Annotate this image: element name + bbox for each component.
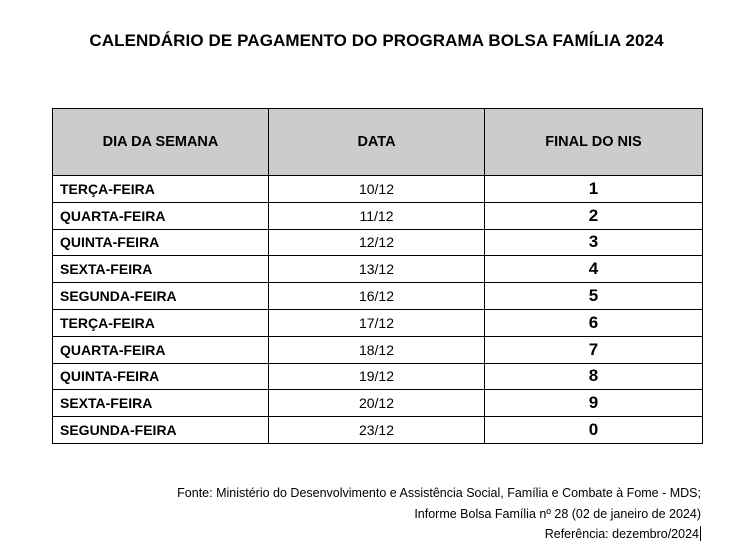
payment-calendar-table (52, 108, 703, 444)
day-cell: TERÇA-FEIRA (53, 309, 269, 336)
nis-cell: 0 (485, 417, 703, 444)
nis-cell: 9 (485, 390, 703, 417)
nis-cell: 1 (485, 176, 703, 203)
nis-cell: 8 (485, 363, 703, 390)
nis-cell: 7 (485, 336, 703, 363)
day-cell: QUINTA-FEIRA (53, 363, 269, 390)
table-row (53, 229, 703, 256)
source-footer (177, 483, 701, 545)
column-header-nis: FINAL DO NIS (485, 109, 703, 176)
date-cell: 13/12 (269, 256, 485, 283)
table-row (53, 202, 703, 229)
table-row (53, 256, 703, 283)
table-row (53, 390, 703, 417)
date-cell: 11/12 (269, 202, 485, 229)
date-cell: 10/12 (269, 176, 485, 203)
date-cell: 17/12 (269, 309, 485, 336)
day-cell: SEGUNDA-FEIRA (53, 283, 269, 310)
footer-report-line: Informe Bolsa Família nº 28 (02 de janeiro de 2024) (414, 506, 701, 521)
column-header-date: DATA (269, 109, 485, 176)
text-cursor (700, 526, 701, 541)
day-cell: QUARTA-FEIRA (53, 202, 269, 229)
nis-cell: 2 (485, 202, 703, 229)
date-cell: 18/12 (269, 336, 485, 363)
table-header-row (53, 109, 703, 176)
day-cell: TERÇA-FEIRA (53, 176, 269, 203)
table-row (53, 176, 703, 203)
day-cell: QUARTA-FEIRA (53, 336, 269, 363)
date-cell: 23/12 (269, 417, 485, 444)
day-cell: SEXTA-FEIRA (53, 256, 269, 283)
nis-cell: 6 (485, 309, 703, 336)
date-cell: 20/12 (269, 390, 485, 417)
day-cell: SEXTA-FEIRA (53, 390, 269, 417)
nis-cell: 3 (485, 229, 703, 256)
date-cell: 19/12 (269, 363, 485, 390)
footer-reference-line (177, 524, 701, 545)
column-header-day: DIA DA SEMANA (53, 109, 269, 176)
table-row (53, 363, 703, 390)
footer-source-line: Fonte: Ministério do Desenvolvimento e Assistência Social, Família e Combate à Fome - MDS; (177, 486, 701, 500)
table-row (53, 336, 703, 363)
date-cell: 16/12 (269, 283, 485, 310)
footer-reference-text: Referência: dezembro/2024 (544, 527, 699, 541)
table-row (53, 309, 703, 336)
table-row (53, 283, 703, 310)
day-cell: QUINTA-FEIRA (53, 229, 269, 256)
page-title: CALENDÁRIO DE PAGAMENTO DO PROGRAMA BOLSA FAMÍLIA 2024 (89, 31, 664, 50)
nis-cell: 5 (485, 283, 703, 310)
day-cell: SEGUNDA-FEIRA (53, 417, 269, 444)
table-row (53, 417, 703, 444)
date-cell: 12/12 (269, 229, 485, 256)
nis-cell: 4 (485, 256, 703, 283)
